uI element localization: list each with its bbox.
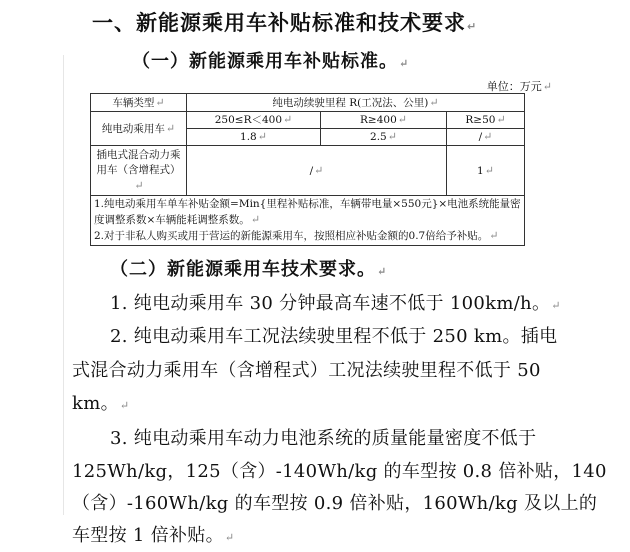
paragraph-1: 1. 纯电动乘用车 30 分钟最高车速不低于 100km/h。↵ [110,293,561,314]
table-row [91,146,525,196]
paragraph-2-line-2: 式混合动力乘用车（含增程式）工况法续驶里程不低于 50 [72,360,541,381]
range-col: R≥400↵ [321,112,447,129]
paragraph-3-line-1: 3. 纯电动乘用车动力电池系统的质量能量密度不低于 [110,428,537,449]
vehicle-type-header: 车辆类型↵ [91,94,187,112]
unit-label: 单位：万元↵ [486,80,552,93]
bev-value: 1.8↵ [187,129,321,146]
table-notes [91,196,525,246]
bev-value: /↵ [447,129,525,146]
paragraph-3-line-3: （含）-160Wh/kg 的车型按 0.9 倍补贴，160Wh/kg 及以上的 [72,493,598,514]
phev-label: 插电式混合动力乘用车（含增程式）↵ [91,146,187,196]
range-col: R≥50↵ [447,112,525,129]
table-row [91,112,525,129]
phev-value: /↵ [187,146,447,196]
note-1: 1.纯电动乘用车单车补贴金额=Min{里程补贴标准，车辆带电量×550元}×电池系统能量密度调整系数×车辆能耗调整系数。↵ [94,198,521,226]
paragraph-3-line-4: 车型按 1 倍补贴。↵ [72,525,235,546]
phev-value: 1↵ [447,146,525,196]
section2-title: （二）新能源乘用车技术要求。↵ [110,259,388,280]
margin-line [63,55,64,515]
bev-label: 纯电动乘用车↵ [91,112,187,146]
document-heading: 一、新能源乘用车补贴标准和技术要求↵ [92,11,478,35]
paragraph-2-line-3: km。↵ [72,393,130,414]
table-header-row [91,94,525,112]
bev-value: 2.5↵ [321,129,447,146]
paragraph-3-line-2: 125Wh/kg，125（含）-140Wh/kg 的车型按 0.8 倍补贴，140 [72,461,607,482]
table-notes-row [91,196,525,246]
note-2: 2.对于非私人购买或用于营运的新能源乘用车，按照相应补贴金额的0.7倍给予补贴。↵ [94,229,499,242]
paragraph-2-line-1: 2. 纯电动乘用车工况法续驶里程不低于 250 km。插电 [110,326,558,347]
subsidy-table [90,93,525,246]
section1-title: （一）新能源乘用车补贴标准。↵ [132,51,410,72]
range-col: 250≤R＜400↵ [187,112,321,129]
range-header: 纯电动续驶里程 R(工况法、公里)↵ [187,94,525,112]
